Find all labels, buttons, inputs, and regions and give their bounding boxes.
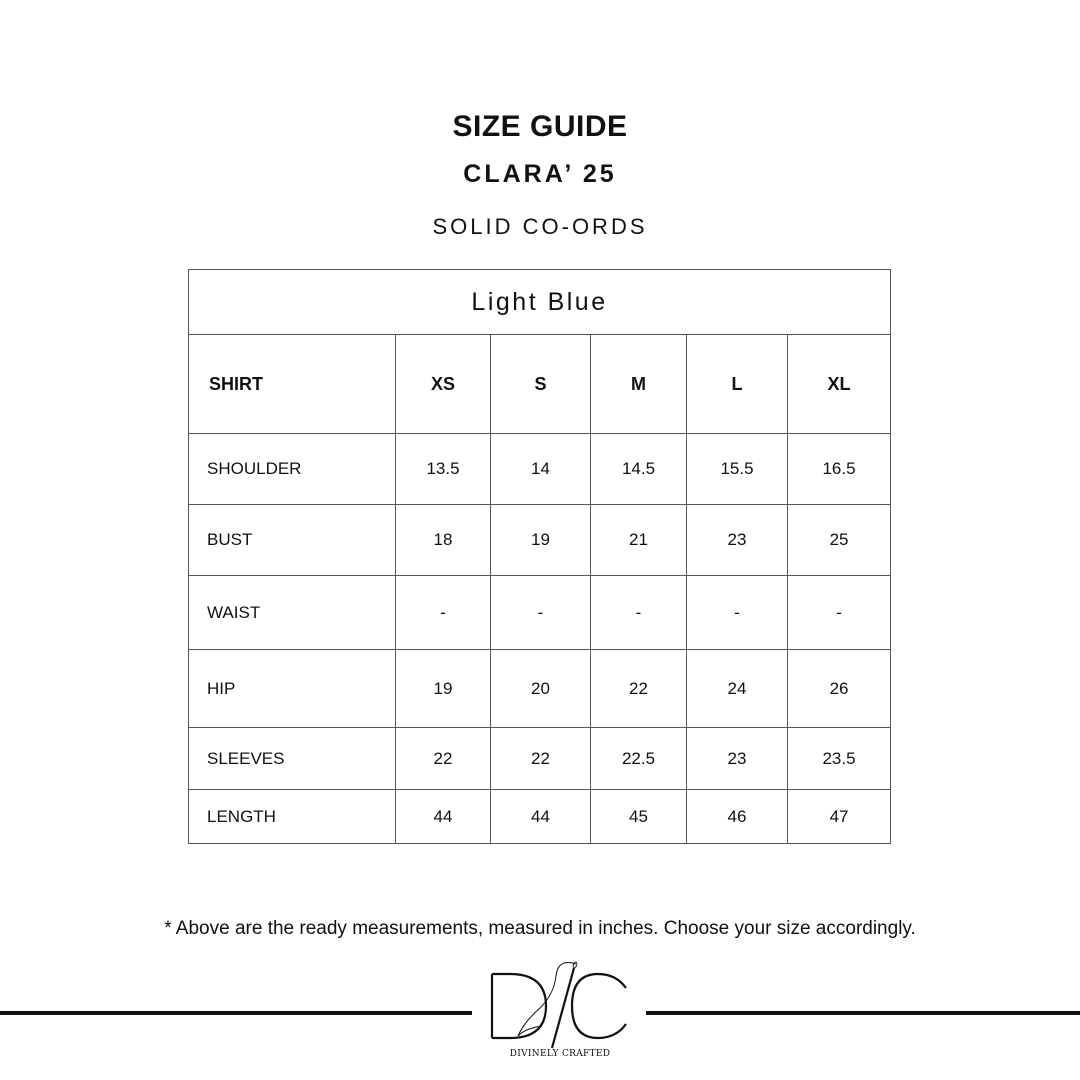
table-cell: 13.5 <box>396 434 491 505</box>
size-header: XL <box>788 335 891 434</box>
table-row <box>189 650 891 728</box>
size-table <box>188 269 891 844</box>
row-label: WAIST <box>189 576 396 650</box>
table-row <box>189 790 891 844</box>
table-cell: 14 <box>491 434 591 505</box>
table-cell: - <box>396 576 491 650</box>
table-cell: - <box>491 576 591 650</box>
table-row <box>189 728 891 790</box>
color-row <box>189 270 891 335</box>
measurement-note: * Above are the ready measurements, measured in inches. Choose your size accordingly. <box>164 918 916 939</box>
table-row <box>189 434 891 505</box>
collection-name: CLARA’ 25 <box>463 160 617 188</box>
table-cell: - <box>788 576 891 650</box>
table-row <box>189 576 891 650</box>
color-name: Light Blue <box>189 270 891 335</box>
table-cell: 22.5 <box>591 728 687 790</box>
table-cell: 26 <box>788 650 891 728</box>
table-cell: - <box>591 576 687 650</box>
size-header: L <box>687 335 788 434</box>
size-header: M <box>591 335 687 434</box>
table-cell: 19 <box>491 505 591 576</box>
row-label: LENGTH <box>189 790 396 844</box>
table-cell: 23.5 <box>788 728 891 790</box>
row-label: SHOULDER <box>189 434 396 505</box>
table-cell: 16.5 <box>788 434 891 505</box>
footer-divider-right <box>646 1011 1080 1015</box>
table-cell: 22 <box>591 650 687 728</box>
table-cell: 44 <box>491 790 591 844</box>
table-cell: 20 <box>491 650 591 728</box>
brand-tagline: DIVINELY CRAFTED <box>509 1049 611 1059</box>
footer-divider-left <box>0 1011 472 1015</box>
size-header: XS <box>396 335 491 434</box>
table-cell: 19 <box>396 650 491 728</box>
table-cell: 14.5 <box>591 434 687 505</box>
table-cell: 21 <box>591 505 687 576</box>
table-cell: 15.5 <box>687 434 788 505</box>
table-cell: 25 <box>788 505 891 576</box>
table-cell: 44 <box>396 790 491 844</box>
row-label: HIP <box>189 650 396 728</box>
size-header: S <box>491 335 591 434</box>
page-title: SIZE GUIDE <box>452 110 628 143</box>
size-table-container <box>188 269 890 840</box>
table-cell: 22 <box>396 728 491 790</box>
row-label: SLEEVES <box>189 728 396 790</box>
table-cell: 46 <box>687 790 788 844</box>
table-cell: 18 <box>396 505 491 576</box>
table-cell: 22 <box>491 728 591 790</box>
table-cell: 47 <box>788 790 891 844</box>
corner-label: SHIRT <box>189 335 396 434</box>
table-row <box>189 505 891 576</box>
table-cell: 24 <box>687 650 788 728</box>
row-label: BUST <box>189 505 396 576</box>
table-cell: 23 <box>687 728 788 790</box>
category-name: SOLID CO-ORDS <box>432 214 648 239</box>
header-row <box>189 335 891 434</box>
table-cell: - <box>687 576 788 650</box>
table-cell: 45 <box>591 790 687 844</box>
table-cell: 23 <box>687 505 788 576</box>
